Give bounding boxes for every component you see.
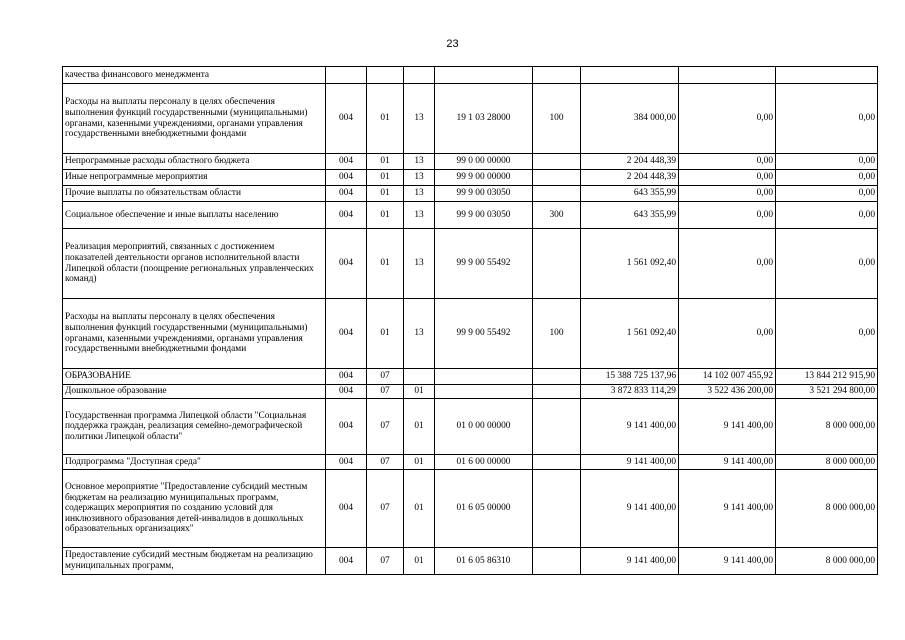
expense-type-cell: 100 <box>533 299 581 369</box>
subsection-cell: 01 <box>404 385 435 399</box>
row-name-cell: Дошкольное образование <box>63 385 326 399</box>
subsection-cell: 13 <box>404 299 435 369</box>
row-name-cell: Расходы на выплаты персоналу в целях обеспечения выполнения функций государственными (муниципальными) органами, казенными учреждениями, органами управления государственными внебюджетными фондами <box>63 299 326 369</box>
expense-type-cell <box>533 186 581 202</box>
ved-cell: 004 <box>326 202 367 229</box>
amount-year1-cell: 1 561 092,40 <box>581 299 679 369</box>
target-article-cell: 99 9 00 55492 <box>435 299 533 369</box>
target-article-cell: 01 0 00 00000 <box>435 399 533 455</box>
expense-type-cell <box>533 369 581 385</box>
subsection-cell <box>404 369 435 385</box>
table-row <box>63 186 878 202</box>
row-name-cell: качества финансового менеджмента <box>63 67 326 84</box>
ved-cell: 004 <box>326 186 367 202</box>
row-name-cell: ОБРАЗОВАНИЕ <box>63 369 326 385</box>
table-row <box>63 299 878 369</box>
amount-year3-cell: 13 844 212 915,90 <box>776 369 878 385</box>
section-cell: 07 <box>367 399 404 455</box>
section-cell: 07 <box>367 385 404 399</box>
subsection-cell: 01 <box>404 399 435 455</box>
expense-type-cell <box>533 170 581 186</box>
expense-type-cell <box>533 154 581 170</box>
table-row <box>63 385 878 399</box>
amount-year3-cell: 0,00 <box>776 202 878 229</box>
amount-year2-cell <box>679 67 776 84</box>
table-row <box>63 229 878 299</box>
ved-cell: 004 <box>326 385 367 399</box>
amount-year1-cell: 15 388 725 137,96 <box>581 369 679 385</box>
amount-year2-cell: 9 141 400,00 <box>679 399 776 455</box>
section-cell: 07 <box>367 470 404 548</box>
ved-cell: 004 <box>326 229 367 299</box>
amount-year2-cell: 9 141 400,00 <box>679 470 776 548</box>
amount-year3-cell: 0,00 <box>776 229 878 299</box>
table-row <box>63 455 878 470</box>
section-cell: 07 <box>367 455 404 470</box>
amount-year3-cell: 0,00 <box>776 84 878 154</box>
amount-year1-cell: 9 141 400,00 <box>581 399 679 455</box>
target-article-cell: 99 9 00 03050 <box>435 186 533 202</box>
amount-year3-cell: 0,00 <box>776 154 878 170</box>
section-cell: 01 <box>367 229 404 299</box>
amount-year1-cell: 9 141 400,00 <box>581 455 679 470</box>
subsection-cell: 13 <box>404 154 435 170</box>
amount-year1-cell: 2 204 448,39 <box>581 154 679 170</box>
subsection-cell: 01 <box>404 470 435 548</box>
amount-year1-cell: 643 355,99 <box>581 202 679 229</box>
amount-year1-cell: 9 141 400,00 <box>581 470 679 548</box>
ved-cell: 004 <box>326 548 367 575</box>
row-name-cell: Прочие выплаты по обязательствам области <box>63 186 326 202</box>
target-article-cell: 99 9 00 00000 <box>435 170 533 186</box>
table-row <box>63 399 878 455</box>
amount-year1-cell: 384 000,00 <box>581 84 679 154</box>
table-row <box>63 170 878 186</box>
amount-year3-cell: 0,00 <box>776 299 878 369</box>
amount-year1-cell: 2 204 448,39 <box>581 170 679 186</box>
row-name-cell: Социальное обеспечение и иные выплаты населению <box>63 202 326 229</box>
row-name-cell: Предоставление субсидий местным бюджетам на реализацию муниципальных программ, <box>63 548 326 575</box>
section-cell: 01 <box>367 299 404 369</box>
ved-cell <box>326 67 367 84</box>
amount-year2-cell: 0,00 <box>679 186 776 202</box>
expense-type-cell: 100 <box>533 84 581 154</box>
subsection-cell: 13 <box>404 229 435 299</box>
amount-year1-cell: 643 355,99 <box>581 186 679 202</box>
expense-type-cell <box>533 455 581 470</box>
amount-year2-cell: 0,00 <box>679 229 776 299</box>
target-article-cell: 01 6 05 00000 <box>435 470 533 548</box>
expense-type-cell <box>533 399 581 455</box>
ved-cell: 004 <box>326 154 367 170</box>
amount-year3-cell: 8 000 000,00 <box>776 399 878 455</box>
table-row <box>63 202 878 229</box>
section-cell: 01 <box>367 154 404 170</box>
ved-cell: 004 <box>326 84 367 154</box>
target-article-cell: 99 0 00 00000 <box>435 154 533 170</box>
subsection-cell <box>404 67 435 84</box>
amount-year2-cell: 9 141 400,00 <box>679 548 776 575</box>
amount-year2-cell: 0,00 <box>679 84 776 154</box>
section-cell: 01 <box>367 186 404 202</box>
amount-year2-cell: 14 102 007 455,92 <box>679 369 776 385</box>
amount-year3-cell: 8 000 000,00 <box>776 548 878 575</box>
table-body <box>63 67 878 575</box>
expense-type-cell <box>533 229 581 299</box>
subsection-cell: 13 <box>404 84 435 154</box>
target-article-cell: 99 9 00 55492 <box>435 229 533 299</box>
subsection-cell: 01 <box>404 455 435 470</box>
row-name-cell: Непрограммные расходы областного бюджета <box>63 154 326 170</box>
section-cell <box>367 67 404 84</box>
target-article-cell <box>435 385 533 399</box>
table-row <box>63 369 878 385</box>
amount-year3-cell <box>776 67 878 84</box>
section-cell: 01 <box>367 84 404 154</box>
table-row <box>63 84 878 154</box>
amount-year2-cell: 3 522 436 200,00 <box>679 385 776 399</box>
amount-year3-cell: 8 000 000,00 <box>776 455 878 470</box>
ved-cell: 004 <box>326 170 367 186</box>
ved-cell: 004 <box>326 470 367 548</box>
amount-year1-cell: 1 561 092,40 <box>581 229 679 299</box>
expense-type-cell: 300 <box>533 202 581 229</box>
amount-year1-cell <box>581 67 679 84</box>
row-name-cell: Государственная программа Липецкой области "Социальная поддержка граждан, реализация семейно-демографической политики Липецкой области" <box>63 399 326 455</box>
table-row <box>63 154 878 170</box>
subsection-cell: 01 <box>404 548 435 575</box>
amount-year2-cell: 0,00 <box>679 202 776 229</box>
expense-type-cell <box>533 67 581 84</box>
target-article-cell <box>435 369 533 385</box>
amount-year3-cell: 0,00 <box>776 186 878 202</box>
subsection-cell: 13 <box>404 186 435 202</box>
subsection-cell: 13 <box>404 170 435 186</box>
table-row <box>63 548 878 575</box>
budget-table <box>62 66 878 575</box>
section-cell: 07 <box>367 548 404 575</box>
expense-type-cell <box>533 548 581 575</box>
row-name-cell: Иные непрограммные мероприятия <box>63 170 326 186</box>
table-row <box>63 67 878 84</box>
amount-year3-cell: 3 521 294 800,00 <box>776 385 878 399</box>
target-article-cell: 99 9 00 03050 <box>435 202 533 229</box>
target-article-cell: 01 6 00 00000 <box>435 455 533 470</box>
amount-year1-cell: 9 141 400,00 <box>581 548 679 575</box>
expense-type-cell <box>533 385 581 399</box>
amount-year1-cell: 3 872 833 114,29 <box>581 385 679 399</box>
amount-year3-cell: 0,00 <box>776 170 878 186</box>
subsection-cell: 13 <box>404 202 435 229</box>
ved-cell: 004 <box>326 455 367 470</box>
expense-type-cell <box>533 470 581 548</box>
row-name-cell: Расходы на выплаты персоналу в целях обеспечения выполнения функций государственными (муниципальными) органами, казенными учреждениями, органами управления государственными внебюджетными фондами <box>63 84 326 154</box>
amount-year2-cell: 0,00 <box>679 154 776 170</box>
target-article-cell: 01 6 05 86310 <box>435 548 533 575</box>
row-name-cell: Подпрограмма "Доступная среда" <box>63 455 326 470</box>
amount-year2-cell: 0,00 <box>679 299 776 369</box>
amount-year2-cell: 0,00 <box>679 170 776 186</box>
table-row <box>63 470 878 548</box>
ved-cell: 004 <box>326 299 367 369</box>
ved-cell: 004 <box>326 369 367 385</box>
row-name-cell: Основное мероприятие "Предоставление субсидий местным бюджетам на реализацию муниципальных программ, содержащих мероприятия по созданию условий для инклюзивного образования детей-инвалидов в дошкольных образовательных организациях" <box>63 470 326 548</box>
section-cell: 07 <box>367 369 404 385</box>
amount-year2-cell: 9 141 400,00 <box>679 455 776 470</box>
amount-year3-cell: 8 000 000,00 <box>776 470 878 548</box>
section-cell: 01 <box>367 170 404 186</box>
page-number: 23 <box>446 38 459 50</box>
target-article-cell: 19 1 03 28000 <box>435 84 533 154</box>
row-name-cell: Реализация мероприятий, связанных с достижением показателей деятельности органов исполнительной власти Липецкой области (поощрение региональных управленческих команд) <box>63 229 326 299</box>
target-article-cell <box>435 67 533 84</box>
ved-cell: 004 <box>326 399 367 455</box>
section-cell: 01 <box>367 202 404 229</box>
